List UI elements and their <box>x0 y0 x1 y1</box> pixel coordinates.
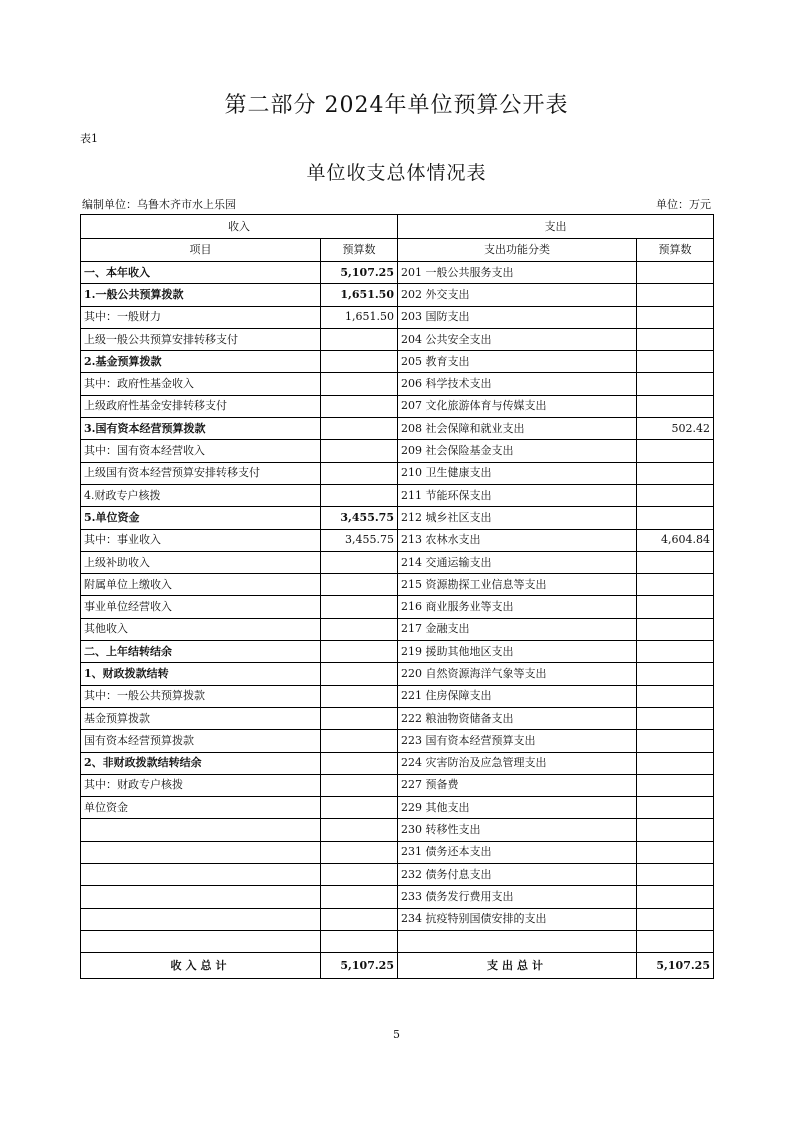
income-item <box>81 930 321 952</box>
budget-table <box>80 214 714 979</box>
table-row <box>81 908 714 930</box>
income-budget-value <box>321 819 398 841</box>
income-item <box>81 819 321 841</box>
expense-function-item: 234 抗疫特别国债安排的支出 <box>398 908 637 930</box>
income-budget-value <box>321 328 398 350</box>
income-budget-value <box>321 618 398 640</box>
expense-budget-value <box>637 707 714 729</box>
expense-function-item: 204 公共安全支出 <box>398 328 637 350</box>
income-budget-value <box>321 841 398 863</box>
income-item: 一、本年收入 <box>81 262 321 284</box>
income-item: 二、上年结转结余 <box>81 641 321 663</box>
expense-budget-value <box>637 841 714 863</box>
page-number: 5 <box>393 1028 400 1041</box>
income-budget-value <box>321 864 398 886</box>
expense-budget-value <box>637 886 714 908</box>
expense-function-item: 212 城乡社区支出 <box>398 507 637 529</box>
income-budget-value <box>321 351 398 373</box>
table-row <box>81 507 714 529</box>
income-item: 其中：政府性基金收入 <box>81 373 321 395</box>
expense-budget-value: 4,604.84 <box>637 529 714 551</box>
table-row <box>81 707 714 729</box>
expense-function-item: 208 社会保障和就业支出 <box>398 418 637 440</box>
expense-function-item: 207 文化旅游体育与传媒支出 <box>398 395 637 417</box>
income-total-value: 5,107.25 <box>321 953 398 979</box>
income-budget-value <box>321 752 398 774</box>
income-item: 4.财政专户核拨 <box>81 484 321 506</box>
income-budget-value <box>321 774 398 796</box>
income-item: 其他收入 <box>81 618 321 640</box>
expense-function-item: 203 国防支出 <box>398 306 637 328</box>
income-budget-value <box>321 641 398 663</box>
income-budget-value <box>321 462 398 484</box>
table-row <box>81 752 714 774</box>
expense-budget-value <box>637 930 714 952</box>
expense-function-item: 205 教育支出 <box>398 351 637 373</box>
expense-budget-header: 预算数 <box>637 239 714 262</box>
income-budget-value <box>321 418 398 440</box>
table-row <box>81 641 714 663</box>
expense-budget-value <box>637 462 714 484</box>
expense-budget-value <box>637 284 714 306</box>
table-row <box>81 797 714 819</box>
income-budget-value <box>321 440 398 462</box>
income-budget-value: 3,455.75 <box>321 507 398 529</box>
expense-function-item: 209 社会保险基金支出 <box>398 440 637 462</box>
expense-budget-value <box>637 328 714 350</box>
table-row <box>81 262 714 284</box>
expense-function-item: 222 粮油物资储备支出 <box>398 707 637 729</box>
expense-budget-value <box>637 908 714 930</box>
income-budget-value <box>321 930 398 952</box>
table-number: 表1 <box>80 132 98 145</box>
income-item: 事业单位经营收入 <box>81 596 321 618</box>
table-title: 单位收支总体情况表 <box>306 162 487 184</box>
function-class-header: 支出功能分类 <box>398 239 637 262</box>
expense-function-item: 213 农林水支出 <box>398 529 637 551</box>
table-row <box>81 886 714 908</box>
expense-function-item: 232 债务付息支出 <box>398 864 637 886</box>
expense-budget-value <box>637 641 714 663</box>
income-budget-value <box>321 685 398 707</box>
expense-budget-value: 502.42 <box>637 418 714 440</box>
income-budget-value: 3,455.75 <box>321 529 398 551</box>
income-item: 1.一般公共预算拨款 <box>81 284 321 306</box>
table-row <box>81 551 714 573</box>
expense-function-item: 233 债务发行费用支出 <box>398 886 637 908</box>
expense-header: 支出 <box>398 215 714 239</box>
expense-function-item: 216 商业服务业等支出 <box>398 596 637 618</box>
income-budget-value <box>321 551 398 573</box>
expense-budget-value <box>637 395 714 417</box>
table-row <box>81 351 714 373</box>
expense-budget-value <box>637 551 714 573</box>
income-item: 国有资本经营预算拨款 <box>81 730 321 752</box>
income-budget-value <box>321 574 398 596</box>
income-total-label: 收入总计 <box>81 953 321 979</box>
income-budget-value <box>321 797 398 819</box>
expense-function-item: 230 转移性支出 <box>398 819 637 841</box>
table-row <box>81 596 714 618</box>
income-budget-header: 预算数 <box>321 239 398 262</box>
income-item: 1、财政拨款结转 <box>81 663 321 685</box>
income-budget-value <box>321 886 398 908</box>
expense-budget-value <box>637 774 714 796</box>
expense-function-item: 210 卫生健康支出 <box>398 462 637 484</box>
table-row <box>81 440 714 462</box>
expense-function-item: 221 住房保障支出 <box>398 685 637 707</box>
income-budget-value <box>321 596 398 618</box>
income-item <box>81 864 321 886</box>
income-item: 2.基金预算拨款 <box>81 351 321 373</box>
table-row <box>81 618 714 640</box>
expense-budget-value <box>637 663 714 685</box>
expense-budget-value <box>637 797 714 819</box>
table-row <box>81 418 714 440</box>
expense-budget-value <box>637 262 714 284</box>
header-row-columns <box>81 239 714 262</box>
expense-budget-value <box>637 484 714 506</box>
expense-function-item: 231 债务还本支出 <box>398 841 637 863</box>
expense-function-item: 214 交通运输支出 <box>398 551 637 573</box>
table-row <box>81 484 714 506</box>
income-budget-value <box>321 373 398 395</box>
expense-budget-value <box>637 864 714 886</box>
income-item: 5.单位资金 <box>81 507 321 529</box>
expense-function-item: 220 自然资源海洋气象等支出 <box>398 663 637 685</box>
expense-budget-value <box>637 618 714 640</box>
table-row <box>81 774 714 796</box>
expense-function-item <box>398 930 637 952</box>
expense-total-label: 支出总计 <box>398 953 637 979</box>
income-budget-value: 5,107.25 <box>321 262 398 284</box>
table-row <box>81 328 714 350</box>
table-row <box>81 730 714 752</box>
income-budget-value <box>321 908 398 930</box>
table-row <box>81 395 714 417</box>
income-budget-value <box>321 484 398 506</box>
income-item: 上级国有资本经营预算安排转移支付 <box>81 462 321 484</box>
income-item: 2、非财政拨款结转结余 <box>81 752 321 774</box>
table-row <box>81 306 714 328</box>
income-item: 单位资金 <box>81 797 321 819</box>
table-row <box>81 819 714 841</box>
expense-budget-value <box>637 596 714 618</box>
income-item <box>81 841 321 863</box>
income-item: 其中：事业收入 <box>81 529 321 551</box>
table-row <box>81 663 714 685</box>
table-row <box>81 284 714 306</box>
income-item: 3.国有资本经营预算拨款 <box>81 418 321 440</box>
expense-function-item: 217 金融支出 <box>398 618 637 640</box>
income-budget-value <box>321 395 398 417</box>
income-item <box>81 886 321 908</box>
amount-unit: 单位：万元 <box>656 198 711 211</box>
expense-budget-value <box>637 574 714 596</box>
income-budget-value: 1,651.50 <box>321 284 398 306</box>
table-row <box>81 841 714 863</box>
income-item: 附属单位上缴收入 <box>81 574 321 596</box>
expense-budget-value <box>637 351 714 373</box>
expense-function-item: 224 灾害防治及应急管理支出 <box>398 752 637 774</box>
income-budget-value <box>321 730 398 752</box>
income-item: 其中：财政专户核拨 <box>81 774 321 796</box>
expense-function-item: 201 一般公共服务支出 <box>398 262 637 284</box>
table-row <box>81 529 714 551</box>
total-row <box>81 953 714 979</box>
table-row <box>81 864 714 886</box>
item-header: 项目 <box>81 239 321 262</box>
expense-budget-value <box>637 507 714 529</box>
table-row <box>81 373 714 395</box>
income-item: 上级政府性基金安排转移支付 <box>81 395 321 417</box>
compiling-unit: 编制单位：乌鲁木齐市水上乐园 <box>82 198 236 211</box>
income-item: 基金预算拨款 <box>81 707 321 729</box>
income-header: 收入 <box>81 215 398 239</box>
expense-budget-value <box>637 440 714 462</box>
page-title: 第二部分 2024年单位预算公开表 <box>224 93 569 118</box>
expense-budget-value <box>637 752 714 774</box>
income-item: 上级一般公共预算安排转移支付 <box>81 328 321 350</box>
expense-function-item: 229 其他支出 <box>398 797 637 819</box>
table-row <box>81 685 714 707</box>
expense-budget-value <box>637 373 714 395</box>
income-item: 其中：国有资本经营收入 <box>81 440 321 462</box>
expense-budget-value <box>637 819 714 841</box>
income-budget-value <box>321 707 398 729</box>
expense-function-item: 223 国有资本经营预算支出 <box>398 730 637 752</box>
table-row <box>81 574 714 596</box>
header-row-group <box>81 215 714 239</box>
income-item: 其中：一般公共预算拨款 <box>81 685 321 707</box>
expense-function-item: 227 预备费 <box>398 774 637 796</box>
income-budget-value: 1,651.50 <box>321 306 398 328</box>
expense-function-item: 202 外交支出 <box>398 284 637 306</box>
expense-budget-value <box>637 730 714 752</box>
expense-function-item: 215 资源勘探工业信息等支出 <box>398 574 637 596</box>
income-item: 其中：一般财力 <box>81 306 321 328</box>
table-row <box>81 930 714 952</box>
table-row <box>81 462 714 484</box>
expense-budget-value <box>637 685 714 707</box>
expense-function-item: 219 援助其他地区支出 <box>398 641 637 663</box>
expense-function-item: 206 科学技术支出 <box>398 373 637 395</box>
expense-budget-value <box>637 306 714 328</box>
expense-function-item: 211 节能环保支出 <box>398 484 637 506</box>
income-item: 上级补助收入 <box>81 551 321 573</box>
expense-total-value: 5,107.25 <box>637 953 714 979</box>
income-budget-value <box>321 663 398 685</box>
income-item <box>81 908 321 930</box>
